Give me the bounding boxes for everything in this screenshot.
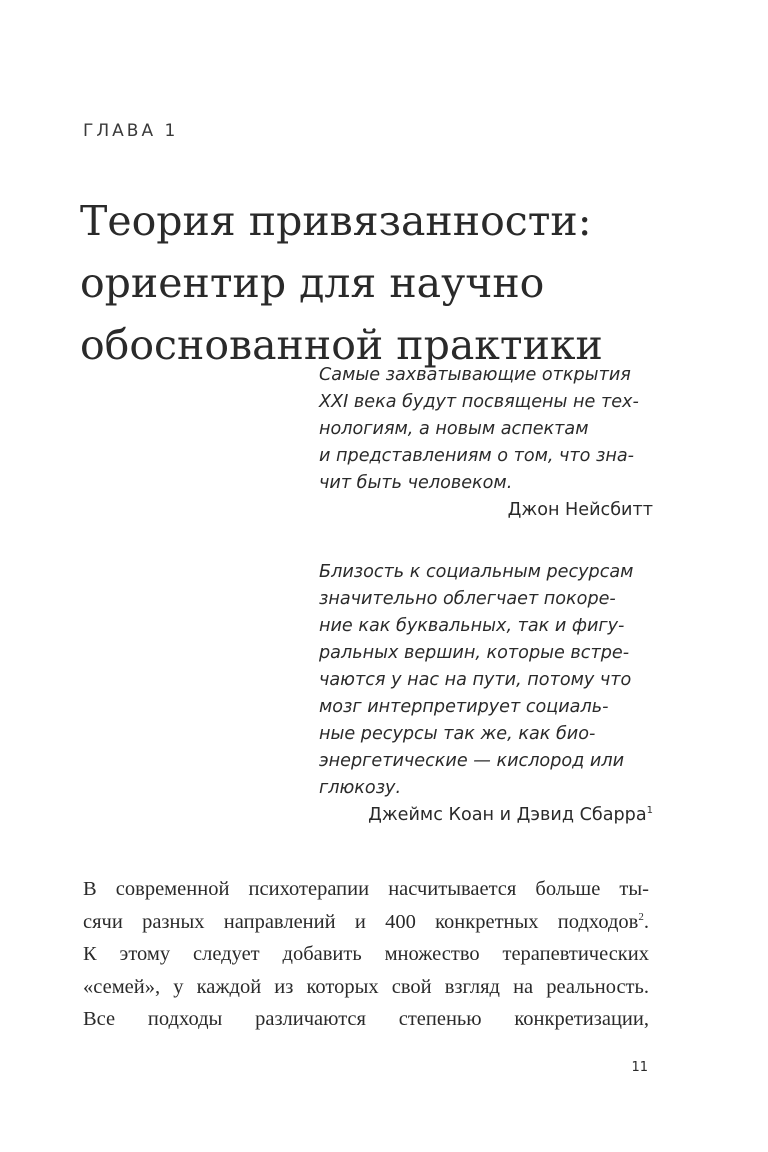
epigraph-quote-line: ные ресурсы так же, как био- [319,724,596,744]
epigraph-author [319,802,653,829]
body-line [83,906,649,939]
epigraph-quote-line: Близость к социальным ресурсам [319,562,634,582]
body-line: К этому следует добавить множество терапевтических [83,943,649,966]
body-line: «семей», у каждой из которых свой взгляд на реальность. [83,975,649,998]
footnote-marker[interactable]: 2 [638,910,644,923]
body-line-punct: . [643,910,649,933]
epigraph-quote-line: значительно облегчает покоре- [319,589,616,609]
page-number: 11 [631,1060,648,1075]
epigraph-quote-line: чит быть человеком. [319,473,513,493]
epigraph-quote-line: и представлениям о том, что зна- [319,446,635,466]
epigraph-author: Джон Нейсбитт [507,500,653,520]
epigraph-quote-line: ральных вершин, которые встре- [319,643,630,663]
epigraph-quote-line: глюкозу. [319,778,402,798]
body-line-text: сячи разных направлений и 400 конкретных подходов [83,910,639,933]
chapter-title-line: обоснованной практики [80,321,603,369]
body-line: В современной психотерапии насчитывается больше ты- [83,878,649,900]
epigraph-quote-line: энергетические — кислород или [319,751,625,771]
epigraph-coan-sbarra [319,559,653,829]
epigraph-quote-line: нологиям, а новым аспектам [319,419,589,439]
epigraph-author-name: Джеймс Коан и Дэвид Сбарра [368,805,647,825]
chapter-title [80,190,700,376]
epigraph-quote-line: Самые захватывающие открытия [319,365,631,385]
chapter-title-line: ориентир для научно [80,259,545,307]
footnote-marker[interactable]: 1 [646,805,653,817]
epigraph-quote-line: XXI века будут посвящены не тех- [319,392,639,412]
epigraph-quote-line: ние как буквальных, так и фигу- [319,616,625,636]
epigraph-naisbitt [319,362,653,524]
chapter-title-line: Теория привязанности: [80,197,592,245]
epigraph-quote-line: чаются у нас на пути, потому что [319,670,632,690]
epigraph-quote-line: мозг интерпретирует социаль- [319,697,609,717]
body-paragraph [83,873,649,1036]
body-line: Все подходы различаются степенью конкретизации, [83,1008,649,1031]
chapter-label: ГЛАВА 1 [83,121,179,141]
